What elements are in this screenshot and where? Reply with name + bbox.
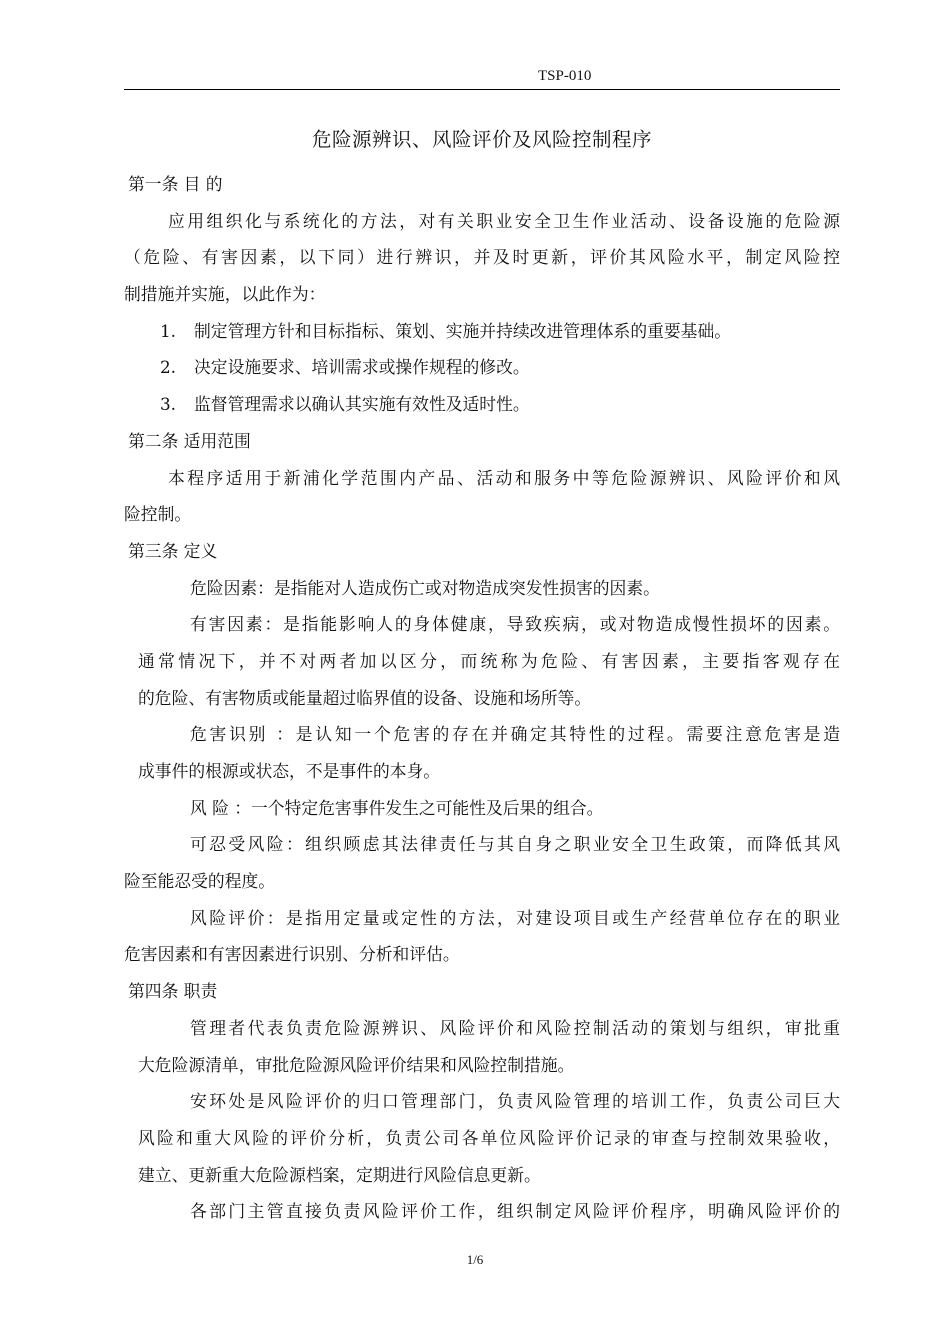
list-item: [124, 313, 840, 350]
header-rule: [124, 89, 840, 90]
list-number: 2.: [160, 357, 177, 378]
paragraph-line: 危害因素和有害因素进行识别、分析和评估。: [124, 944, 460, 965]
paragraph-line: 各部门主管直接负责风险评价工作，组织制定风险评价程序，明确风险评价的: [190, 1201, 840, 1222]
section-heading-purpose: 第一条 目 的: [128, 174, 223, 194]
paragraph-line: 大危险源清单，审批危险源风险评价结果和风险控制措施。: [138, 1054, 575, 1075]
list-text: 监督管理需求以确认其实施有效性及适时性。: [194, 394, 530, 415]
list-item: [124, 349, 840, 386]
definition-risk: 风 险 ：一个特定危害事件发生之可能性及后果的组合。: [190, 797, 604, 818]
paragraph-line: 险控制。: [124, 504, 192, 525]
paragraph-line: 成事件的根源或状态，不是事件的本身。: [138, 761, 441, 781]
paragraph-line: 的危险、有害物质或能量超过临界值的设备、设施和场所等。: [138, 687, 592, 708]
list-number: 3.: [160, 394, 177, 415]
definition-hazard-identification: 危害识别 ：是认知一个危害的存在并确定其特性的过程。需要注意危害是造: [190, 724, 840, 745]
document-title: 危险源辨识、风险评价及风险控制程序: [311, 128, 652, 151]
definition-hazard-factor: 危险因素：是指能对人造成伤亡或对物造成突发性损害的因素。: [190, 577, 660, 598]
section-heading-scope: 第二条 适用范围: [128, 430, 251, 451]
paragraph-line: 险至能忍受的程度。: [124, 871, 276, 892]
section-heading-responsibilities: 第四条 职责: [128, 981, 218, 1002]
paragraph-line: 制措施并实施，以此作为：: [124, 284, 326, 305]
page-number: 1/6: [466, 1252, 484, 1267]
list-number: 1.: [160, 320, 177, 341]
paragraph-line: 建立、更新重大危险源档案，定期进行风险信息更新。: [138, 1164, 541, 1185]
definition-harmful-factor: 有害因素：是指能影响人的身体健康，导致疾病，或对物造成慢性损坏的因素。: [190, 614, 840, 635]
paragraph-line: 通常情况下，并不对两者加以区分，而统称为危险、有害因素，主要指客观存在: [138, 650, 840, 671]
paragraph-line: 应用组织化与系统化的方法，对有关职业安全卫生作业活动、设备设施的危险源: [168, 210, 840, 231]
paragraph-line: 安环处是风险评价的归口管理部门，负责风险管理的培训工作，负责公司巨大: [190, 1091, 840, 1112]
paragraph-line: 风险和重大风险的评价分析，负责公司各单位风险评价记录的审查与控制效果验收，: [138, 1127, 840, 1148]
definition-risk-assessment: 风险评价：是指用定量或定性的方法，对建设项目或生产经营单位存在的职业: [190, 907, 840, 928]
paragraph-line: 本程序适用于新浦化学范围内产品、活动和服务中等危险源辨识、风险评价和风: [168, 467, 840, 488]
list-text: 制定管理方针和目标指标、策划、实施并持续改进管理体系的重要基础。: [194, 320, 732, 341]
section-heading-definitions: 第三条 定义: [128, 540, 218, 561]
definition-tolerable-risk: 可忍受风险：组织顾虑其法律责任与其自身之职业安全卫生政策，而降低其风: [190, 834, 840, 855]
paragraph-line: 管理者代表负责危险源辨识、风险评价和风险控制活动的策划与组织，审批重: [190, 1017, 840, 1038]
list-item: [124, 386, 840, 423]
document-code: TSP-010: [538, 68, 592, 84]
paragraph-line: （危险、有害因素，以下同）进行辨识，并及时更新，评价其风险水平，制定风险控: [124, 247, 840, 268]
document-body: [124, 166, 840, 1230]
list-text: 决定设施要求、培训需求或操作规程的修改。: [194, 357, 530, 378]
